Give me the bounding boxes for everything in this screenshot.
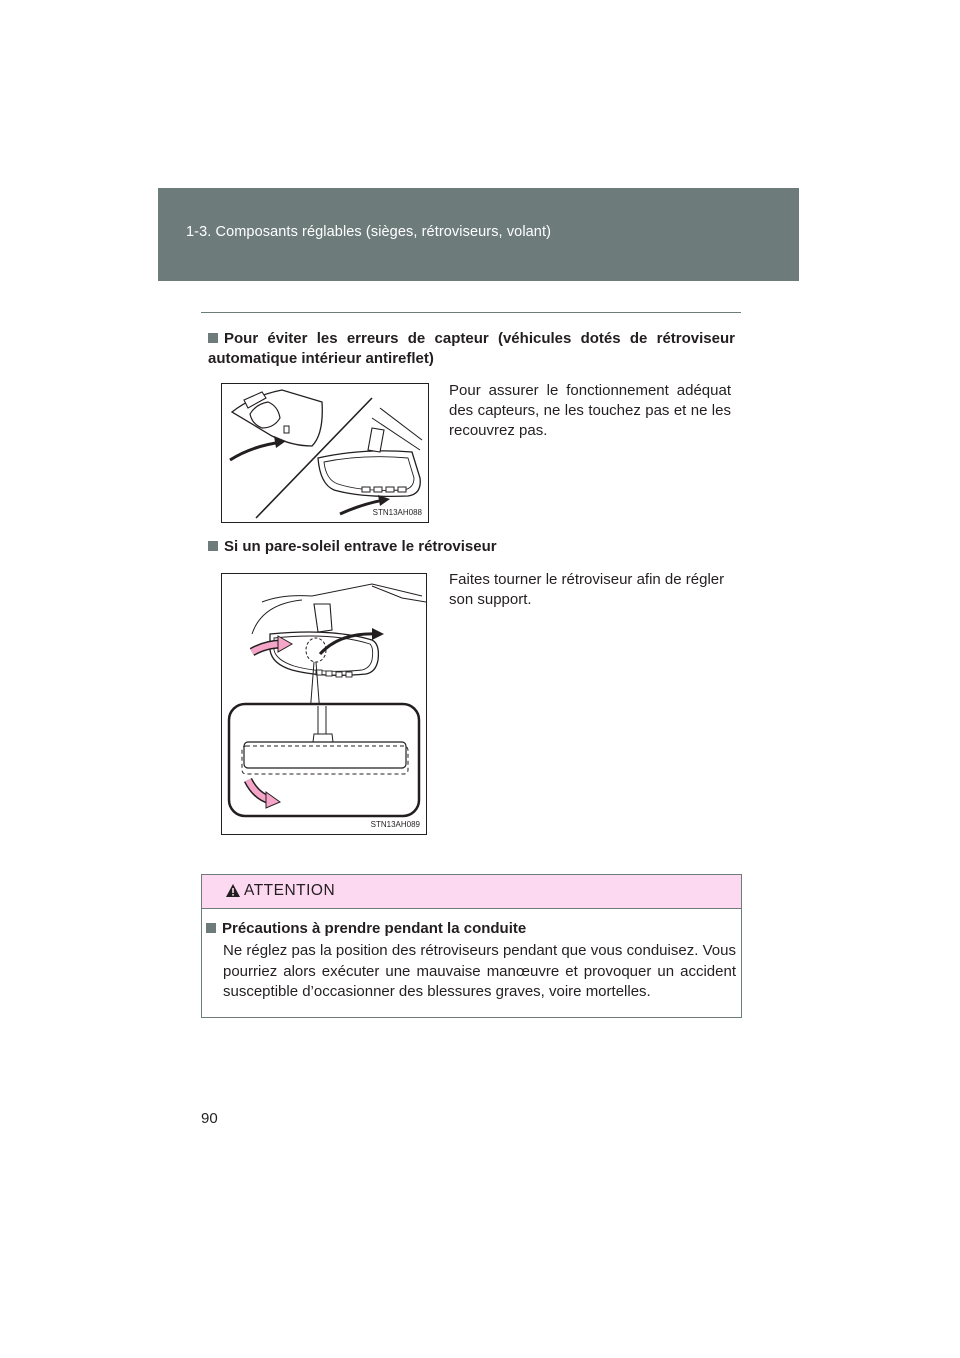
sensor-mirror-illustration <box>222 384 428 522</box>
attention-subheading <box>206 919 526 939</box>
section-header-band <box>158 188 799 281</box>
section1-title: Pour éviter les erreurs de capteur (véhicules dotés de rétroviseur automatique intérieur antireflet) <box>208 330 735 367</box>
attention-body: Ne réglez pas la position des rétroviseurs pendant que vous conduisez. Vous pourriez alors exécuter une mauvaise manœuvre et provoquer un accident susceptible d’occasionner des blessures graves, voire mortelles. <box>223 942 736 1000</box>
sensor-mirror-figure <box>221 383 429 523</box>
sunvisor-mirror-figure <box>221 573 427 835</box>
attention-box <box>201 874 742 1018</box>
figure-code: STN13AH088 <box>372 508 422 517</box>
section2-title: Si un pare-soleil entrave le rétroviseur <box>224 538 497 555</box>
attention-label: ATTENTION <box>244 882 336 899</box>
section-title: 1-3. Composants réglables (sièges, rétroviseurs, volant) <box>186 224 552 240</box>
warning-triangle-icon <box>225 883 241 898</box>
attention-subtitle: Précautions à prendre pendant la conduite <box>222 920 527 937</box>
sunvisor-mirror-illustration <box>222 574 426 834</box>
page-number: 90 <box>201 1110 218 1127</box>
square-bullet-icon <box>208 541 218 551</box>
figure-code: STN13AH089 <box>370 820 420 829</box>
square-bullet-icon <box>206 923 216 933</box>
attention-header <box>202 875 741 909</box>
square-bullet-icon <box>208 333 218 343</box>
section1-body: Pour assurer le fonctionnement adéquat des capteurs, ne les touchez pas et ne les recouvrez pas. <box>449 382 731 439</box>
section2-body: Faites tourner le rétroviseur afin de régler son support. <box>449 571 725 608</box>
section2-heading <box>208 537 497 557</box>
section1-heading <box>208 329 735 369</box>
header-rule <box>201 312 741 313</box>
